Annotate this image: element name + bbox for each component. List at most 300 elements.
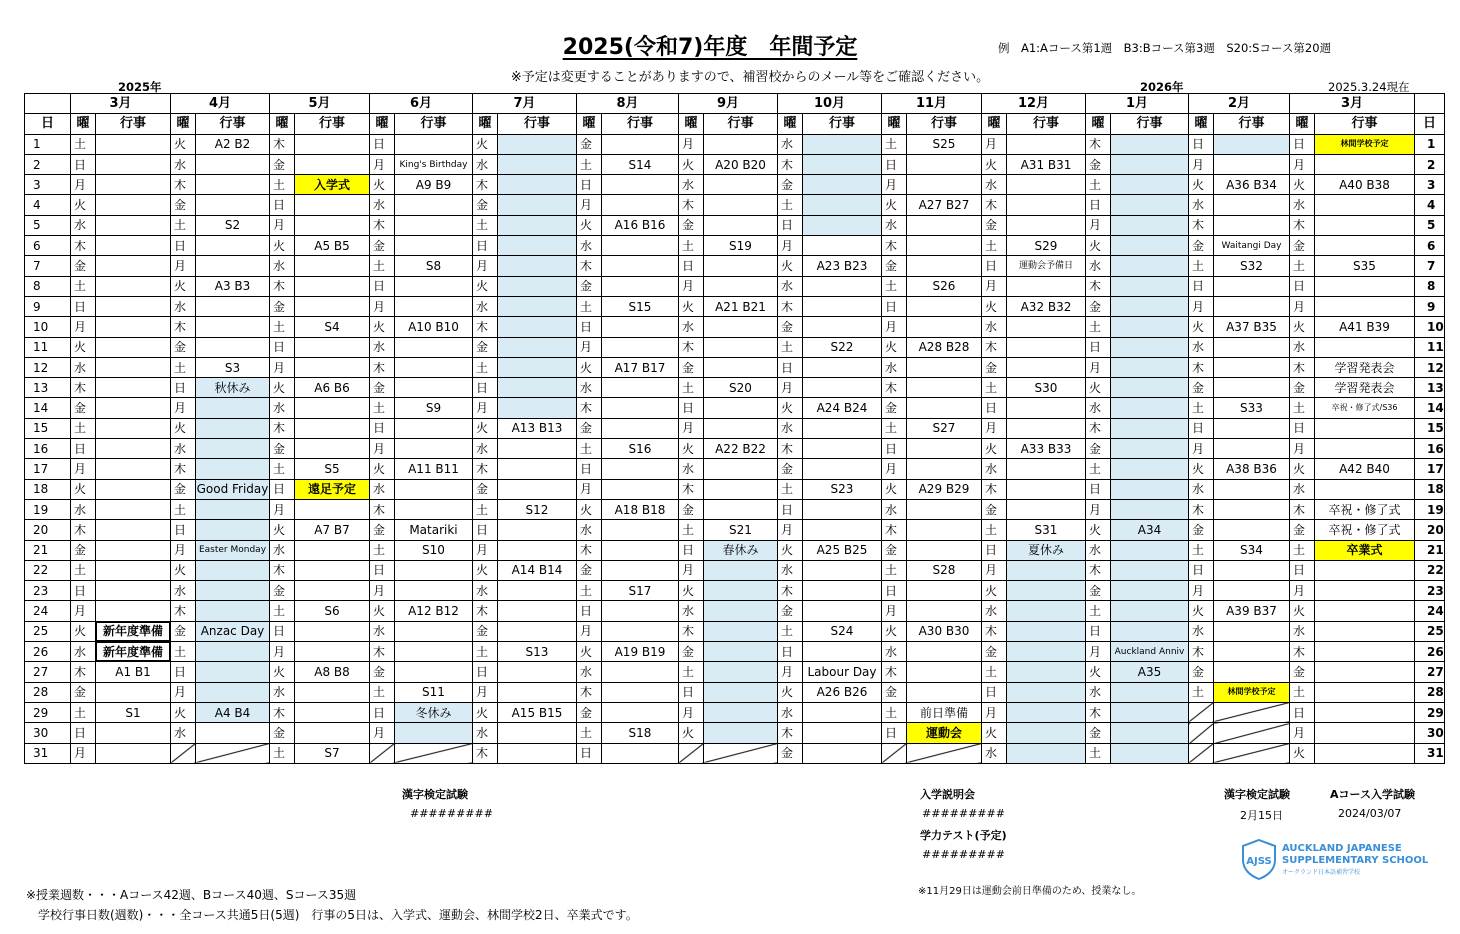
event-cell: A6 B6 [295,378,370,398]
weekday-cell: 月 [71,175,96,195]
weekday-cell: 月 [778,378,803,398]
weekday-cell: 日 [1290,418,1315,438]
event-cell [602,276,679,296]
event-cell: A33 B33 [1007,439,1086,459]
weekday-cell: 日 [71,581,96,601]
event-cell [602,479,679,499]
weekday-cell: 火 [71,479,96,499]
event-cell [295,276,370,296]
weekday-cell: 水 [473,439,498,459]
event-cell: A37 B35 [1214,317,1290,337]
event-cell: S25 [907,134,982,154]
weekday-cell: 日 [71,296,96,316]
weekday-cell: 水 [473,296,498,316]
event-cell: S1 [96,702,171,722]
event-cell [907,175,982,195]
weekday-cell: 水 [1290,621,1315,641]
event-cell [196,337,270,357]
weekday-cell: 金 [171,621,196,641]
weekday-cell: 日 [982,398,1007,418]
weekday-cell: 木 [473,317,498,337]
weekday-cell: 火 [270,378,295,398]
weekday-cell: 金 [171,195,196,215]
weekday-cell: 火 [473,418,498,438]
weekday-cell: 水 [982,175,1007,195]
weekday-cell: 水 [171,296,196,316]
event-header: 行事 [196,114,270,134]
weekday-cell: 金 [577,276,602,296]
event-cell [704,743,778,763]
day-number-right: 26 [1415,642,1445,662]
event-cell [1111,236,1189,256]
event-cell [907,581,982,601]
weekday-header: 曜 [171,114,196,134]
weekday-cell: 土 [171,499,196,519]
event-cell [498,154,577,174]
day-number-right: 27 [1415,662,1445,682]
weekday-cell: 火 [1086,520,1111,540]
weekday-cell: 月 [982,276,1007,296]
weekday-cell: 水 [171,154,196,174]
weekday-cell: 金 [982,215,1007,235]
event-cell [907,236,982,256]
weekday-cell: 火 [473,276,498,296]
weekday-cell: 土 [71,560,96,580]
weekday-cell: 月 [171,256,196,276]
event-cell [96,378,171,398]
weekday-cell: 水 [679,601,704,621]
event-cell [1111,601,1189,621]
event-cell [1007,479,1086,499]
weekday-cell: 水 [577,520,602,540]
weekday-cell: 木 [370,642,395,662]
weekday-cell: 木 [473,743,498,763]
event-cell [1007,723,1086,743]
event-cell [704,276,778,296]
event-cell [498,540,577,560]
weekday-cell: 日 [1290,276,1315,296]
event-cell [803,236,882,256]
event-cell [96,560,171,580]
weekday-cell: 金 [882,540,907,560]
weekday-cell: 火 [577,357,602,377]
event-cell [1214,581,1290,601]
month-header: 9月 [679,94,778,114]
event-cell [907,662,982,682]
event-cell [96,520,171,540]
event-cell: 林間学校予定 [1214,682,1290,702]
weekday-cell: 金 [882,682,907,702]
weekday-cell: 土 [473,357,498,377]
event-cell [803,195,882,215]
day-number: 4 [25,195,71,215]
event-cell [196,195,270,215]
event-cell [196,459,270,479]
weekday-cell: 金 [171,479,196,499]
weekday-cell: 水 [1086,256,1111,276]
weekday-cell: 日 [370,276,395,296]
event-cell [1111,175,1189,195]
day-number-right: 30 [1415,723,1445,743]
weekday-cell: 月 [473,682,498,702]
event-cell [1111,337,1189,357]
weekday-cell: 日 [171,378,196,398]
event-cell [395,215,473,235]
weekday-cell: 火 [71,337,96,357]
event-header: 行事 [1007,114,1086,134]
weekday-cell: 金 [982,357,1007,377]
weekday-cell: 日 [270,621,295,641]
weekday-cell: 木 [1086,560,1111,580]
event-cell [803,520,882,540]
weekday-cell: 木 [270,418,295,438]
weekday-cell: 土 [982,662,1007,682]
weekday-cell: 火 [1290,459,1315,479]
event-cell [96,276,171,296]
weekday-cell: 月 [679,134,704,154]
day-number-right: 13 [1415,378,1445,398]
weekday-cell: 金 [270,581,295,601]
weekday-cell: 木 [982,337,1007,357]
day-number-right: 3 [1415,175,1445,195]
event-cell [395,337,473,357]
event-cell [602,662,679,682]
event-cell: A10 B10 [395,317,473,337]
weekday-cell: 火 [882,621,907,641]
event-cell [1214,439,1290,459]
event-cell [704,560,778,580]
event-cell [1214,621,1290,641]
weekday-header: 曜 [778,114,803,134]
weekday-cell: 月 [71,743,96,763]
event-cell [395,581,473,601]
weekday-cell: 月 [1189,581,1214,601]
event-cell: S10 [395,540,473,560]
weekday-cell: 月 [1290,723,1315,743]
weekday-cell: 水 [473,154,498,174]
event-cell: Labour Day [803,662,882,682]
year-label-2026: 2026年 [1140,80,1184,94]
day-number: 30 [25,723,71,743]
weekday-cell: 水 [1290,337,1315,357]
event-cell [1315,601,1415,621]
day-number: 14 [25,398,71,418]
day-number: 23 [25,581,71,601]
weekday-cell: 火 [679,723,704,743]
weekday-cell: 日 [577,317,602,337]
event-cell [1111,296,1189,316]
weekday-cell: 木 [577,540,602,560]
event-cell [704,581,778,601]
weekday-cell: 土 [370,398,395,418]
weekday-cell: 金 [370,236,395,256]
event-cell [803,581,882,601]
event-cell [907,439,982,459]
weekday-cell: 木 [270,560,295,580]
weekday-cell: 土 [982,378,1007,398]
weekday-cell: 日 [71,723,96,743]
weekday-cell: 火 [778,682,803,702]
day-number-right: 22 [1415,560,1445,580]
weekday-cell: 土 [270,317,295,337]
kanken-date: ######### [410,807,493,820]
weekday-cell: 土 [71,702,96,722]
event-cell [196,398,270,418]
weekday-cell: 日 [270,195,295,215]
weekday-cell: 日 [270,337,295,357]
event-cell [602,601,679,621]
weekday-header: 曜 [679,114,704,134]
weekday-cell: 日 [1189,560,1214,580]
weekday-cell: 日 [171,236,196,256]
weekday-cell: 木 [370,215,395,235]
weekday-cell: 日 [577,175,602,195]
event-cell [1111,621,1189,641]
day-number: 20 [25,520,71,540]
event-cell [295,256,370,276]
event-cell [704,662,778,682]
weekday-cell: 水 [982,601,1007,621]
event-cell [704,418,778,438]
day-number: 11 [25,337,71,357]
event-cell [602,317,679,337]
event-cell [498,337,577,357]
weekday-cell: 水 [679,317,704,337]
weekday-cell: 火 [473,702,498,722]
event-cell [1007,418,1086,438]
event-cell: 冬休み [395,702,473,722]
event-cell [1007,337,1086,357]
event-cell [196,154,270,174]
event-cell [1007,499,1086,519]
weekday-cell: 日 [778,499,803,519]
event-cell [395,743,473,763]
event-cell [1007,642,1086,662]
weekday-cell: 日 [1086,337,1111,357]
weekday-cell: 月 [982,418,1007,438]
weekday-cell: 月 [171,398,196,418]
event-cell [1315,560,1415,580]
weekday-cell: 金 [473,337,498,357]
event-cell: A25 B25 [803,540,882,560]
event-cell: A2 B2 [196,134,270,154]
event-cell [704,499,778,519]
weekday-cell: 月 [882,317,907,337]
weekday-cell: 木 [1290,499,1315,519]
event-cell: A11 B11 [395,459,473,479]
weekday-cell: 木 [473,459,498,479]
event-cell [602,256,679,276]
event-cell [395,560,473,580]
weekday-cell: 金 [778,601,803,621]
weekday-cell: 日 [1189,276,1214,296]
weekday-cell: 木 [1290,642,1315,662]
event-cell [1111,560,1189,580]
weekday-cell: 月 [982,702,1007,722]
event-cell [704,702,778,722]
event-cell: A22 B22 [704,439,778,459]
weekday-cell: 火 [171,276,196,296]
event-cell [1111,317,1189,337]
weekday-cell: 金 [679,215,704,235]
event-header: 行事 [907,114,982,134]
weekday-cell: 水 [1189,479,1214,499]
day-number: 3 [25,175,71,195]
event-header: 行事 [803,114,882,134]
event-cell [602,560,679,580]
event-cell: A24 B24 [803,398,882,418]
event-cell: S8 [395,256,473,276]
event-cell [1007,581,1086,601]
event-cell [1111,581,1189,601]
event-cell [498,398,577,418]
event-cell [295,581,370,601]
a-course-exam-label: Aコース入学試験 [1330,788,1415,801]
weekday-cell: 火 [577,499,602,519]
month-header: 12月 [982,94,1086,114]
weekday-cell: 日 [370,702,395,722]
day-number: 10 [25,317,71,337]
event-cell [1214,642,1290,662]
event-cell [395,195,473,215]
weekday-cell: 日 [982,540,1007,560]
weekday-header: 曜 [71,114,96,134]
weekday-cell: 日 [473,520,498,540]
weekday-cell [370,743,395,763]
event-cell [96,459,171,479]
event-header: 行事 [602,114,679,134]
day-number-right: 20 [1415,520,1445,540]
event-cell [96,581,171,601]
event-cell [295,337,370,357]
weekday-cell: 金 [1086,296,1111,316]
weekday-cell [679,743,704,763]
event-cell: 夏休み [1007,540,1086,560]
weekday-cell: 木 [370,499,395,519]
event-cell [1315,702,1415,722]
event-cell [803,378,882,398]
event-cell: S14 [602,154,679,174]
weekday-cell: 水 [778,276,803,296]
event-cell [1111,398,1189,418]
weekday-cell: 木 [270,702,295,722]
event-cell [196,439,270,459]
day-number-right: 18 [1415,479,1445,499]
event-cell [1111,378,1189,398]
event-cell [196,682,270,702]
weekday-cell: 土 [1189,682,1214,702]
event-cell [395,276,473,296]
weekday-cell: 日 [1086,479,1111,499]
event-cell [1111,479,1189,499]
event-cell [1315,621,1415,641]
day-number-right: 1 [1415,134,1445,154]
weekday-cell: 月 [577,621,602,641]
weekday-cell: 土 [370,256,395,276]
event-cell [803,560,882,580]
day-number-right: 4 [1415,195,1445,215]
weekday-cell: 土 [577,439,602,459]
day-number: 18 [25,479,71,499]
weekday-cell: 水 [370,195,395,215]
event-cell [704,175,778,195]
weekday-cell: 水 [1189,195,1214,215]
weekday-cell: 金 [1290,236,1315,256]
weekday-cell: 木 [982,195,1007,215]
event-cell [498,296,577,316]
weekday-cell: 金 [1189,662,1214,682]
setsumeikai-label: 入学説明会 [920,788,975,801]
event-cell [907,520,982,540]
event-cell [602,540,679,560]
weekday-cell: 木 [1086,418,1111,438]
weekday-cell: 火 [1290,175,1315,195]
weekday-cell: 木 [71,378,96,398]
event-cell [803,601,882,621]
event-cell: S19 [704,236,778,256]
weekday-cell: 水 [982,317,1007,337]
event-cell [395,418,473,438]
event-cell [196,175,270,195]
event-cell [96,723,171,743]
event-cell [803,723,882,743]
day-header-right: 日 [1415,114,1445,134]
weekday-cell [1189,743,1214,763]
event-cell [1315,642,1415,662]
event-cell [1214,215,1290,235]
event-cell [907,601,982,621]
event-cell [602,337,679,357]
weekday-cell: 日 [679,682,704,702]
month-header: 2月 [1189,94,1290,114]
weekday-cell: 木 [1189,499,1214,519]
day-number-right: 25 [1415,621,1445,641]
event-cell [907,398,982,418]
weekday-cell: 水 [577,236,602,256]
event-cell [1007,601,1086,621]
event-cell [196,601,270,621]
event-cell: 遠足予定 [295,479,370,499]
event-cell [907,459,982,479]
weekday-cell: 水 [882,357,907,377]
event-cell: S20 [704,378,778,398]
weekday-header: 曜 [1086,114,1111,134]
day-number: 16 [25,439,71,459]
weekday-cell: 土 [71,418,96,438]
event-cell [1315,337,1415,357]
event-cell: A17 B17 [602,357,679,377]
weekday-cell: 土 [1290,398,1315,418]
weekday-cell: 土 [1290,682,1315,702]
weekday-cell: 水 [778,702,803,722]
weekday-cell: 水 [778,418,803,438]
event-cell [1111,540,1189,560]
event-cell [498,378,577,398]
event-cell [1214,520,1290,540]
event-cell [1007,175,1086,195]
weekday-cell: 木 [778,439,803,459]
weekday-cell: 木 [982,479,1007,499]
event-cell [96,418,171,438]
event-cell [704,642,778,662]
day-number: 8 [25,276,71,296]
event-cell: A1 B1 [96,662,171,682]
weekday-cell [171,743,196,763]
weekday-cell: 土 [270,743,295,763]
event-cell: A13 B13 [498,418,577,438]
weekday-cell: 金 [778,175,803,195]
event-cell: A19 B19 [602,642,679,662]
